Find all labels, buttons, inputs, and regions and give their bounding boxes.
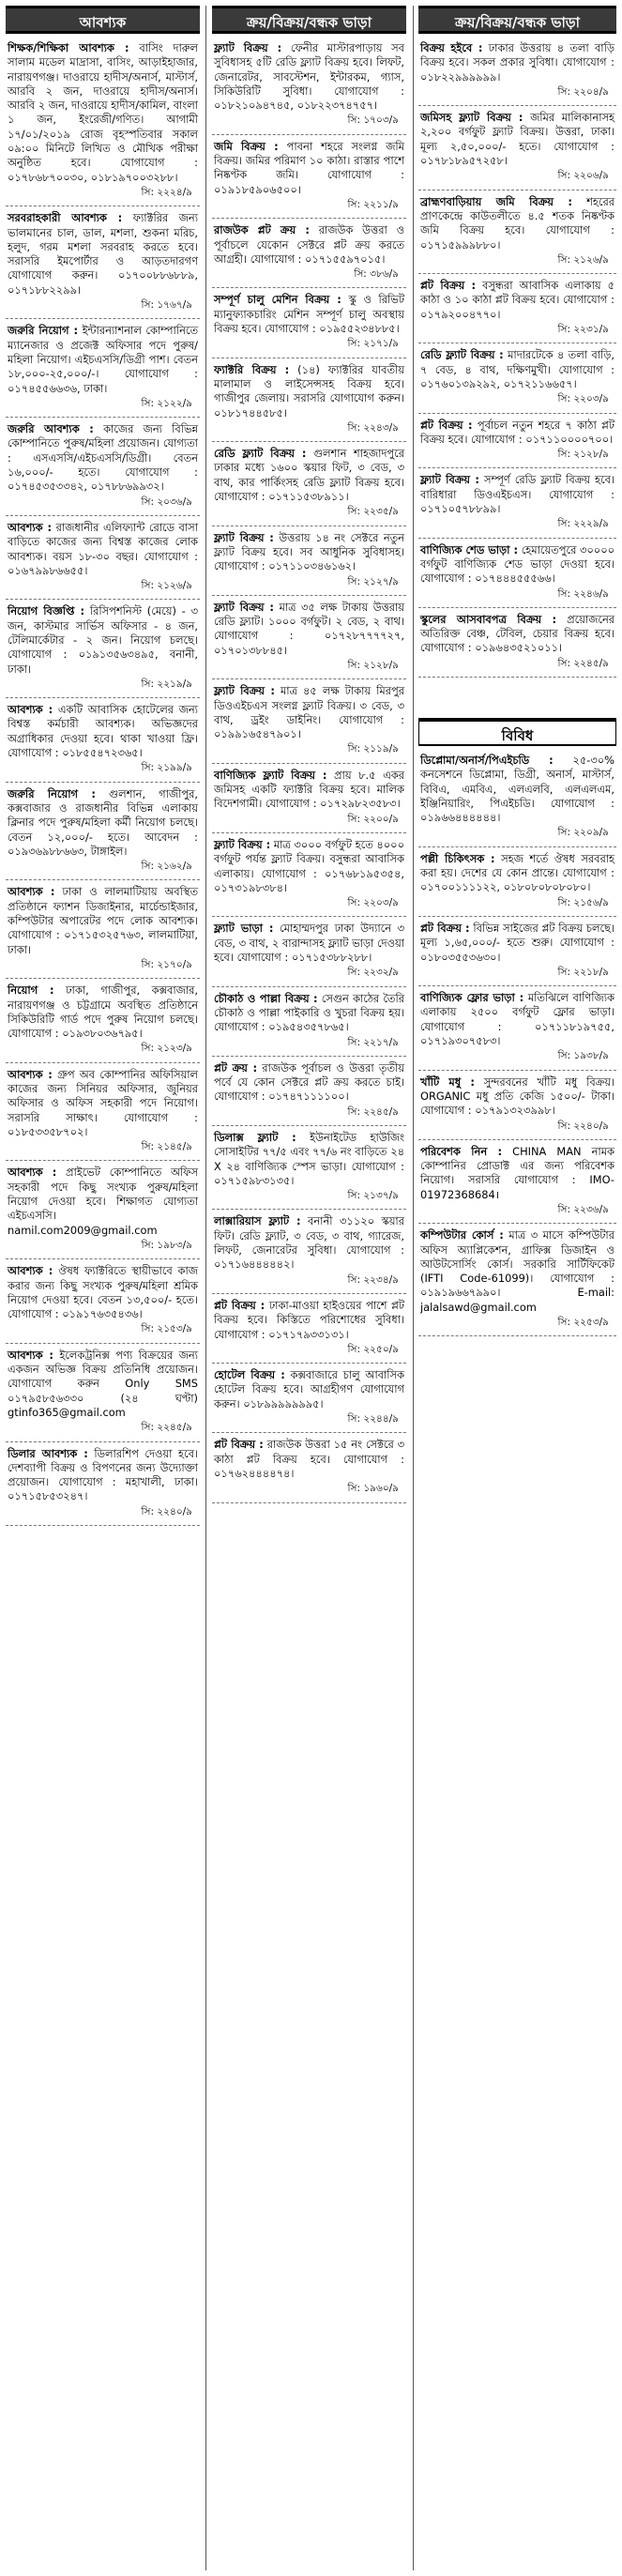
column-wanted [6, 6, 200, 2570]
ad-body: মাদারটেকে ৪ তলা বাড়ি, ৭ বেড, ৪ বাথ, দক্ষিণমুখী। যোগাযোগ : ০১৭৬০১৩৯২৯২, ০১৭২১১৬৬৫৭। [420, 348, 614, 390]
ad-body: গুলশান শাহজাদপুরে ঢাকার মধ্যে ১৬০০ স্কয়ার ফিট, ৩ বেড, ৩ বাথ, কার পার্কিংসহ রেডি ফ্ল্যাট বিক্রয় হবে। যোগাযোগ : ০১৭১১৫৩৮৯১১। [214, 447, 404, 504]
ad-heading: রেডি ফ্ল্যাট বিক্রয় : [420, 348, 504, 362]
ad-body: প্রায় ৮.৫ একর জমিসহ একটি ফ্যাক্টরি বিক্রয় হবে। মালিক বিদেশগামী। যোগাযোগ : ০১৭২৯৮২৩৫৮৩। [214, 768, 404, 811]
ad-body: রাজউক উত্তরা ও পূর্বাচলে যেকোন সেক্টরে প্লট ক্রয় করতে আগ্রহী। যোগাযোগ : ০১৭১৫৫৯৭০১৫। [214, 223, 404, 266]
ad-reference: সি: ২২১১/৯ [347, 198, 399, 210]
ad-body: সুন্দরবনের খাঁটি মধু বিক্রয়। ORGANIC মধু প্রতি কেজি ১৫০০/- টাকা। যোগাযোগ : ০১৭৯১৩২৩৯৯৮। [420, 1075, 614, 1118]
ad-body: বাসিং দারুল সালাম মডেল মাদ্রাসা, বাসিং, আড়াইহাজার, নারায়ণগঞ্জ। দাওরায়ে হাদীস/অনার্স, মাস্টার্স, আরবি ২ জন, দাওরায়ে হাদীস/অনার্স। আরবি ২ জন, দাওরায়ে হাদীস/কামিল, বাংলা ১ জন, ইংরেজী/গণিত। আগামী ১৭/০১/২০১৯ রোজ বৃহস্পতিবার সকাল ০৯:০০ মিনিটে লিখিত ও মৌখিক পরীক্ষা অনুষ্ঠিত হবে। যোগাযোগ : ০১৭৮৬৮৭০০৩০, ০১৮১৯৭০০৩২৮৮। [8, 41, 199, 184]
ad-reference: সি: ২২২৪/৯ [141, 186, 192, 198]
classified-ad [212, 1436, 406, 1499]
classified-ad [6, 1164, 200, 1256]
ad-reference: সি: ২১৪৫/৯ [141, 1141, 192, 1153]
ad-separator [418, 916, 616, 917]
ad-separator [212, 595, 406, 596]
ad-heading: প্লট বিক্রয় : [214, 1298, 265, 1312]
ad-reference: সি: ২২৪৫/৯ [347, 1105, 399, 1118]
classified-ad [418, 277, 616, 340]
ad-list-misc [418, 752, 616, 1336]
ad-heading: প্লট ক্রয় : [214, 1060, 257, 1075]
ad-separator [418, 985, 616, 986]
ad-heading: কম্পিউটার কোর্স : [420, 1228, 504, 1242]
ad-reference: সি: ২১১৯/৯ [347, 743, 399, 755]
ad-separator [212, 1432, 406, 1433]
ad-separator [6, 1525, 200, 1526]
ad-separator [212, 1363, 406, 1364]
ad-separator [6, 978, 200, 979]
classified-ad [6, 602, 200, 694]
ad-separator [418, 677, 616, 678]
ad-body: রাজউক উত্তরা ১৫ নং সেক্টরে ৩ কাঠা প্লট বিক্রয় হবে। যোগাযোগ : ০১৭৬২৪৪৪৪৭৪। [214, 1438, 404, 1480]
ad-body: রাজধানীর এলিফ্যান্ট রোডে বাসা বাড়িতে কাজের জন্য বিশ্বস্ত কাজের লোক আবশ্যক। বয়স ১৮-৩০ বছর। যোগাযোগ : ০১৬৭৯৯৮৬৬৫৫। [8, 520, 198, 577]
ad-heading: আবশ্যক : [8, 1348, 53, 1362]
classified-ad [212, 836, 406, 913]
ad-heading: আবশ্যক : [8, 1166, 57, 1180]
ad-separator [6, 1258, 200, 1259]
ad-body: ঢাকা-মাওয়া হাইওয়ের পাশে প্লট বিক্রয় হবে। কিস্তিতে পরিশোধের সুবিধা। যোগাযোগ : ০১৭১৭৯৩৩১৩১। [214, 1298, 404, 1341]
classified-ad [6, 701, 200, 778]
ad-separator [6, 782, 200, 783]
ad-heading: নিয়োগ বিজ্ঞপ্তি : [8, 604, 85, 618]
ad-separator [212, 832, 406, 833]
ad-heading: আবশ্যক : [8, 520, 53, 534]
ad-reference: সি: ২১৯৯/৯ [141, 762, 192, 774]
ad-body: মাত্র ৪৫ লক্ষ টাকায় মিরপুর ডিওএইচএস সংলগ্ন ফ্ল্যাট বিক্রয়। ৩ বেড, ৩ বাথ, ড্রইং ডাইনিং। যোগাযোগ : ০১৯৯১৬৫৪৭৯০১। [214, 684, 404, 741]
ad-reference: সি: ২২৪৩/৯ [347, 421, 399, 434]
section-header: ক্রয়/বিক্রয়/বন্ধক ভাড়া [418, 6, 616, 34]
ad-separator [212, 287, 406, 288]
column-divider [413, 6, 414, 2570]
ad-reference: সি: ২২৩৬/৯ [557, 1204, 609, 1215]
ad-body: (১৪) ফ্যাক্টরির যাবতীয় মালামাল ও লাইসেন্সসহ বিক্রয় হবে। গাজীপুর জেলায়। সরাসরি যোগাযোগ করুন। ০১৮১৭৪৪৫৮৫। [214, 362, 404, 419]
ad-separator [212, 1125, 406, 1126]
ad-reference: সি: ২২১৮/৯ [557, 966, 609, 978]
ad-heading: প্লট বিক্রয় : [420, 279, 477, 293]
classified-ad [418, 989, 616, 1066]
classified-ad [6, 785, 200, 877]
ad-reference: সি: ২১২৬/৯ [557, 253, 609, 266]
classified-ad [6, 519, 200, 596]
ad-heading: বিক্রয় হইবে : [420, 41, 483, 54]
ad-body: গ্রুপ অব কোম্পানির অফিসিয়াল কাজের জন্য সিনিয়র অফিসার, জুনিয়র অফিসার ও অফিস সহকারী পদে নিয়োগ। সরাসরি সাক্ষাৎ। যোগাযোগ : ০১৮৫৩৩৫৮৭০২। [8, 1067, 198, 1138]
classified-ad [418, 471, 616, 534]
section-header: আবশ্যক [6, 6, 200, 34]
classified-ad [418, 920, 616, 983]
classified-ad [6, 1262, 200, 1339]
ad-reference: সি: ২১৩৭/৯ [347, 1190, 399, 1202]
classified-ad [212, 291, 406, 354]
ad-reference: সি: ২২০৬/৯ [557, 170, 609, 182]
ad-reference: সি: ১৯৩৮/৯ [557, 1050, 609, 1062]
ad-separator [212, 763, 406, 764]
ad-heading: প্লট বিক্রয় : [420, 921, 470, 935]
ad-reference: সি: ২২৪৫/৯ [557, 657, 609, 669]
ad-reference: সি: ১৯৬০/৯ [347, 1483, 399, 1495]
ad-reference: সি: ২১২৩/৯ [141, 1043, 192, 1055]
ad-separator [418, 467, 616, 468]
ad-separator [418, 607, 616, 608]
ad-separator [418, 105, 616, 106]
classified-ad [6, 209, 200, 315]
ad-body: রাজউক পূর্বাচল ও উত্তরা তৃতীয় পর্বে যে কোন সেক্টরে প্লট ক্রয় করতে চাই। যোগাযোগ : ০১৭৪৭১১১১০০। [214, 1060, 404, 1104]
ad-heading: বাণিজ্যিক ফ্লোর ভাড়া : [420, 991, 524, 1005]
ad-separator [6, 697, 200, 698]
classified-ad [418, 1227, 616, 1333]
classified-ad [418, 346, 616, 409]
ad-separator [212, 441, 406, 442]
ad-reference: সি: ২২৫৩/৯ [557, 1317, 609, 1329]
ad-body: ২৫-৩০% কনসেশনে ডিপ্লোমা, ডিগ্রী, অনার্স, মাস্টার্স, বিবিএ, এমবিএ, এলএলবি, এলএলএম, ইঞ্জিনিয়ারিং, পিএইচডি। যোগাযোগ : ০১৯৬৬৪৪৪৪৪৪। [420, 753, 614, 825]
ad-list [6, 39, 200, 1526]
classified-ad [212, 39, 406, 131]
ad-body: মাত্র ৩৫ লক্ষ টাকায় উত্তরায় রেডি ফ্ল্যাট। ১০০০ বর্গফুট। ২ বেড, ২ বাথ। যোগাযোগ : ০১৭২৮৭৭৭৭২৭, ০১৭০১৩৮৮৪৫। [214, 600, 405, 657]
ad-body: স্কু ও রিভিট ম্যানুফ্যাকচারিং মেশিন সম্পূর্ণ চালু অবস্থায় বিক্রয় হবে। যোগাযোগ : ০১৯৫৫২৩৪৮৮৫। [214, 293, 405, 336]
column-buy-sell-rent-misc [418, 6, 616, 2570]
classified-ad [6, 1066, 200, 1158]
ad-separator [212, 218, 406, 219]
ad-separator [418, 1139, 616, 1140]
ad-body: একটি আবাসিক হোটেলের জন্য বিশ্বস্ত কর্মচারী আবশ্যক। অভিজ্ঞদের অগ্রাধিকার দেওয়া হবে। থাকা খাওয়া ফ্রি। যোগাযোগ : ০১৮৫৫৪৭২৩৬৫। [8, 703, 198, 760]
ad-separator [418, 846, 616, 847]
ad-reference: সি: ২১২২/৯ [141, 397, 192, 409]
classified-ad [418, 611, 616, 674]
ad-heading: জমি বিক্রয় : [214, 139, 279, 153]
classified-ad [212, 221, 406, 284]
ad-heading: সম্পূর্ণ চালু মেশিন বিক্রয় : [214, 293, 341, 307]
ad-body: ইউনাইটেড হাউজিং সোসাইটির ৭৭/৫ এবং ৭৭/৬ নং বাড়িতে ২৪ X ২৪ বাণিজ্যিক স্পেস ভাড়া। যোগাযোগ : ০১৭১৫৯৮৩১৩৫। [214, 1131, 404, 1187]
ad-body: ঢাকা ও লালমাটিয়ায় অবস্থিত প্রতিষ্ঠানে ফ্যাশন ডিজাইনার, মার্চেন্ডাইজার, কম্পিউটার অপারেটর পদে লোক আবশ্যক। যোগাযোগ : ০১৭১৫৩২৫৭৬৩, লালমাটিয়া, ঢাকা। [8, 885, 198, 956]
classified-ad [212, 599, 406, 676]
ad-body: মতিঝিলে বাণিজ্যিক এলাকায় ২৫০০ বর্গফুট ফ্লোর ভাড়া। যোগাযোগ : ০১৭১১৮১৯৭৫৫, ০১৭১৯৩০৭৫৮৩। [420, 991, 614, 1048]
ad-separator [212, 1056, 406, 1057]
ad-separator [212, 916, 406, 917]
ad-heading: ফ্ল্যাট বিক্রয় : [214, 837, 271, 851]
ad-separator [418, 273, 616, 274]
classified-ad [212, 682, 406, 759]
ad-reference: সি: ২২৩৪/৯ [347, 1273, 399, 1286]
classified-ad [6, 1347, 200, 1439]
ad-heading: শিক্ষক/শিক্ষিকা আবশ্যক : [8, 41, 129, 54]
ad-separator [212, 986, 406, 987]
ad-reference: সি: ২২০৩/৯ [347, 897, 399, 909]
ad-body: মাত্র ৩ মাসে কম্পিউটার অফিস অ্যাপ্লিকেশন, গ্রাফিক্স ডিজাইন ও আউটসোর্সিং কোর্স। সরকারি সার্টিফিকেট (IFTI Code-61099)। যোগাযোগ : ০১৯১৯৬৬৭৯৯০। E-mail: jalalsawd@gmail.com [420, 1228, 614, 1314]
ad-heading: পরিবেশক নিন : [420, 1144, 503, 1158]
ad-reference: সি: ২০৩৬/৯ [141, 495, 192, 508]
ad-separator [212, 1209, 406, 1210]
ad-heading: ফ্ল্যাট বিক্রয় : [214, 530, 274, 544]
ad-list [212, 39, 406, 1503]
ad-heading: চৌকাঠ ও পাল্লা বিক্রয় : [214, 991, 318, 1005]
classified-ad [418, 541, 616, 604]
ad-heading: নিয়োগ : [8, 983, 54, 998]
ad-body: প্রাইভেট কোম্পানিতে অফিস সহকারী পদে কিছু সংখ্যক পুরুষ/মহিলা নিয়োগ দেওয়া হবে। শিক্ষাগত যোগ্যতা এইচএসসি। namil.com2009@gmail.com [8, 1166, 198, 1237]
ad-heading: প্লট বিক্রয় : [214, 1438, 264, 1452]
classified-ad [418, 109, 616, 186]
classified-ad [418, 752, 616, 844]
ad-reference: সি: ২১৭১/৯ [347, 338, 399, 350]
ad-heading: জরুরি আবশ্যক : [8, 422, 94, 436]
ad-heading: প্লট বিক্রয় : [420, 418, 473, 432]
ad-reference: সি: ২২১৭/৯ [347, 1036, 399, 1048]
ad-separator [418, 190, 616, 191]
ad-heading: রাজউক প্লট ক্রয় : [214, 223, 310, 237]
ad-heading: ফ্ল্যাট বিক্রয় : [214, 41, 282, 54]
ad-separator [6, 417, 200, 418]
ad-heading: ডিপ্লোমা/অনার্স/পিএইচডি : [420, 753, 554, 767]
classified-ad [6, 883, 200, 975]
ad-reference: সি: ২২৩২/৯ [347, 967, 399, 979]
ad-separator [418, 1335, 616, 1336]
ad-body: হেমায়েতপুরে ৩০০০০ বর্গফুট বাণিজ্যিক শেড ভাড়া দেওয়া হবে। যোগাযোগ : ০১৭৪৪৪৫৫৫৬৬। [420, 542, 615, 586]
ad-heading: জরুরি নিয়োগ : [8, 786, 96, 800]
ad-reference: সি: ২২০৯/৯ [557, 827, 609, 839]
ad-heading: স্কুলের আসবাবপত্র বিক্রয় : [420, 612, 557, 626]
ad-body: কাজের জন্য বিভিন্ন কোম্পানিতে পুরুষ/মহিলা প্রয়োজন। যোগ্যতা : এসএসসি/এইচএসসি/ডিগ্রী। বেতন ১৬,০০০/- হতে। যোগাযোগ : ০১৭৪৫৩৫৩৩৪২, ০১৭৮৮৬৯৯৩২। [8, 422, 199, 494]
ad-reference: সি: ২১৬২/৯ [141, 861, 192, 873]
ad-separator [212, 1502, 406, 1503]
classified-ad [212, 138, 406, 215]
ad-separator [6, 599, 200, 600]
ad-reference: সি: ২২০৪/৯ [557, 85, 609, 98]
classified-ad [6, 1445, 200, 1522]
ad-separator [212, 1293, 406, 1294]
classified-ad [212, 1366, 406, 1429]
ad-body: কক্সবাজারে চালু আবাসিক হোটেল বিক্রয় হবে। আগ্রহীগণ যোগাযোগ করুন। ০১৮৯৯৯৯৯৯৯৫। [214, 1368, 404, 1410]
ad-body: মোহাম্মদপুর ঢাকা উদ্যানে ৩ বেড, ৩ বাথ, ২ বারান্দাসহ ফ্ল্যাট ভাড়া দেওয়া হবে। যোগাযোগ : ০১৭১৫৩৮৮২৮৮। [214, 922, 405, 965]
classified-ad [212, 1059, 406, 1122]
ad-separator [6, 1441, 200, 1442]
ad-body: মাত্র ৩০০০ বর্গফুট হতে ৪০০০ বর্গফুট পর্যন্ত ফ্ল্যাট বিক্রয়। বসুন্ধরা আবাসিক এলাকায়। যোগাযোগ : ০১৭৬৮১৯৫৩৫৪, ০১৭৩১৯৮৩৮৪। [214, 837, 404, 894]
ad-separator [6, 515, 200, 516]
ad-reference: সি: ২২৩১/৯ [557, 324, 609, 336]
ad-heading: ডিলাক্স ফ্ল্যাট : [214, 1131, 296, 1144]
classified-ad [212, 1297, 406, 1360]
ad-body: ঢাকার উত্তরায় ৪ তলা বাড়ি বিক্রয় হবে। সকল প্রকার সুবিধা। যোগাযোগ : ০১৮২২৯৯৯৯৯৯। [420, 41, 614, 84]
ad-separator [418, 538, 616, 539]
ad-heading: ডিলার আবশ্যক : [8, 1446, 88, 1460]
ad-body: ডিলারশিপ দেওয়া হবে। দেশব্যাপী বিক্রয় ও বিপণনের জন্য উদ্যোক্তা প্রয়োজন। যোগাযোগ : মহাখালী, ঢাকা। ০১৭১৫৮৫৩২৪৭। [8, 1446, 198, 1503]
classified-ad [212, 990, 406, 1053]
classified-ad [418, 1074, 616, 1136]
classified-ad [212, 361, 406, 438]
ad-reference: সি: ১৭০৩/৯ [347, 114, 399, 127]
ad-body: পাবনা শহরে সংলগ্ন জমি বিক্রয়। জমির পরিমাণ ১০ কাঠা। রাস্তার পাশে নিষ্কণ্টক জমি। যোগাযোগ : ০১৯১৮৫৯০৬৫০০। [214, 139, 404, 196]
ad-heading: আবশ্যক : [8, 703, 53, 717]
column-divider [205, 6, 206, 2570]
ad-separator [418, 1070, 616, 1071]
ad-body: ফেনীর মাস্টারপাড়ায় সব সুবিধাসহ ৫টি রেডি ফ্ল্যাট বিক্রয় হবে। লিফট, জেনারেটর, সাবস্টেশন, ইন্টারকম, গ্যাস, সিকিউরিটি সুবিধা। যোগাযোগ : ০১৮২১০৯৪৭৪৫, ০১৮২২৩৭৪৭৫৭। [214, 41, 405, 113]
ad-reference: সি: ১৯৮৩/৯ [141, 1239, 192, 1251]
ad-reference: সি: ২২০৩/৯ [557, 393, 609, 405]
ad-reference: সি: ২১২৮/৯ [347, 659, 399, 671]
ad-separator [6, 1160, 200, 1161]
classified-ad [418, 417, 616, 465]
ad-reference: সি: ২১৫৩/৯ [141, 1323, 192, 1335]
ad-body: রিসিপশনিস্ট (মেয়ে) - ৩ জন, কাস্টমার সার্ভিস অফিসার - ৪ জন, টেলিমার্কেটার - ২ জন। নিয়োগ চলছে। যোগাযোগ : ০১৯১৩৫৬৩৪৯৫, বনানী, ঢাকা। [8, 604, 198, 676]
ad-body: ইলেকট্রনিক্স পণ্য বিক্রয়ের জন্য একজন অভিজ্ঞ বিক্রয় প্রতিনিধি প্রয়োজন। যোগাযোগ করুন Only SMS ০১৭৯৫৮৫৬৩৩০ (২৪ ঘণ্টা) gtinfo365@gmail.com [8, 1348, 198, 1419]
ad-reference: সি: ২১২৭/৯ [347, 575, 399, 587]
ad-reference: সি: ২১২৮/৯ [557, 449, 609, 461]
ad-separator [6, 1343, 200, 1344]
ad-separator [6, 879, 200, 880]
classified-ad [212, 445, 406, 522]
ad-heading: জরুরি নিয়োগ : [8, 324, 79, 338]
ad-reference: সি: ২২১৯/৯ [141, 678, 192, 690]
ad-heading: খাঁটি মধু : [420, 1075, 475, 1089]
ad-body: উত্তরায় ১৪ নং সেক্টরে নতুন ফ্ল্যাট বিক্রয় হবে। সব আধুনিক সুবিধাসহ। যোগাযোগ : ০১৭১১০৩৪৬১৬২। [214, 530, 404, 573]
ad-separator [418, 413, 616, 414]
ad-separator [6, 318, 200, 319]
ad-reference: সি: ২২৪০/৯ [141, 1505, 192, 1517]
ad-separator [418, 1223, 616, 1224]
ad-heading: হোটেল বিক্রয় : [214, 1368, 285, 1382]
ad-reference: সি: ২২২৯/৯ [557, 518, 609, 530]
ad-body: CHINA MAN নামক কোম্পানির প্রোডাক্ট এর জন্য পরিবেশক নিয়োগ। সরাসরি যোগাযোগ : IMO-01972368684। [420, 1144, 614, 1201]
ad-heading: ফ্ল্যাট ভাড়া : [214, 922, 274, 936]
ad-list [418, 39, 616, 678]
classified-ad [6, 982, 200, 1059]
ad-reference: সি: ১৭৬৭/৯ [141, 299, 192, 312]
ad-separator [212, 134, 406, 135]
ad-heading: লাক্সারিয়াস ফ্ল্যাট : [214, 1214, 301, 1228]
ad-heading: জমিসহ ফ্ল্যাট বিক্রয় : [420, 111, 523, 125]
ad-body: শহরের প্রাণকেন্দ্রে কাউতলীতে ৪.৫ শতক নিষ্কণ্টক জমি বিক্রয় হবে। যোগাযোগ : ০১৭১৫৯৯৯৮৮০। [420, 194, 614, 252]
section-header: ক্রয়/বিক্রয়/বন্ধক ভাড়া [212, 6, 406, 34]
ad-heading: ফ্ল্যাট বিক্রয় : [214, 600, 274, 614]
ad-body: গুলশান, গাজীপুর, কক্সবাজার ও রাজধানীর বিভিন্ন এলাকায় ক্লিনার পদে পুরুষ/মহিলা কর্মী নিয়োগ চলছে। বেতন ১২,০০০/- হতে। আবেদন : ০১৯৩৬৯৮৮৬৬৩, টাঙ্গাইল। [8, 786, 198, 858]
ad-heading: রেডি ফ্ল্যাট বিক্রয় : [214, 447, 307, 461]
ad-reference: সি: ২২৩৫/৯ [347, 506, 399, 518]
ad-reference: সি: ২২০০/৯ [347, 813, 399, 825]
ad-body: সহজ শর্তে ঔষধ সরবরাহ করা হয়। দেশের যে কোন প্রান্তে। যোগাযোগ : ০১৭০০১১১১২২, ০১৮০৮০৮০৮০৮০। [420, 851, 615, 894]
ad-reference: সি: ২১৫৬/৯ [557, 896, 609, 908]
classified-ad [6, 420, 200, 512]
ad-body: বসুন্ধরা আবাসিক এলাকায় ৫ কাঠা ও ১০ কাঠা প্লট বিক্রয় হবে। যোগাযোগ : ০১৭৯২০০৪৭৭০। [420, 279, 614, 321]
ad-separator [6, 1062, 200, 1063]
classified-ad [6, 39, 200, 203]
classified-ad [418, 1143, 616, 1220]
ad-body: ফ্যাক্টরির জন্য ভালমানের চাল, ডাল, মশলা, শুকনা মরিচ, হলুদ, গরম মশলা সরবরাহ করতে হবে। সরাসরি ইমপোর্টার ও আড়তদারগণ যোগাযোগ করুন। ০১৭০০৮৮৬৮৮৯, ০১৭১৮৮২২৯৯। [8, 211, 198, 297]
ad-body: বনানী ৩১১২০ স্কয়ার ফিট। রেডি ফ্ল্যাট, ৩ বেড, ৩ বাথ, গ্যারেজ, লিফট, জেনারেটর সুবিধা। যোগাযোগ : ০১৭১৬৪৪৪৪৪২। [214, 1214, 404, 1272]
ad-heading: বাণিজ্যিক ফ্ল্যাট বিক্রয় : [214, 768, 327, 782]
ad-heading: সরবরাহকারী আবশ্যক : [8, 211, 123, 225]
ad-heading: আবশ্যক : [8, 885, 55, 899]
ad-heading: ব্রাহ্মণবাড়িয়ায় জমি বিক্রয় : [420, 194, 572, 208]
ad-heading: ফ্যাক্টরি বিক্রয় : [214, 362, 290, 376]
ad-body: সম্পূর্ণ রেডি ফ্ল্যাট বিক্রয় হবে। বারিধারা ডিওএইচএস। যোগাযোগ : ০১৭১০৫৭৮৮৯৯। [420, 473, 615, 516]
classified-ad [418, 193, 616, 270]
classified-ad [212, 529, 406, 592]
ad-reference: সি: ২২৫০/৯ [347, 1343, 399, 1355]
ad-body: জমির মালিকানাসহ ২,২০০ বর্গফুট ফ্ল্যাট বিক্রয়। উত্তরা, ঢাকা। মূল্য ২,৫০,০০০/- হতে। যোগাযোগ : ০১৭৮১৮৯৫৭২৫৮। [420, 111, 615, 168]
column-buy-sell-rent [212, 6, 406, 2570]
ad-reference: সি: ২২৪৪/৯ [347, 1413, 399, 1425]
ad-body: পূর্বাচল নতুন শহরে ৭ কাঠা প্লট বিক্রয় হবে। যোগাযোগ : ০১৭১১০০০০৭০০। [420, 418, 614, 446]
ad-body: ইন্টারন্যাশনাল কোম্পানিতে ম্যানেজার ও প্রজেক্ট অফিসার পদে পুরুষ/মহিলা নিয়োগ। এইচএসসি/ডিগ্রী পাশ। বেতন ১৮,০০০-২৫,০০০/-। যোগাযোগ : ০১৭৪৫৫৬৬৩৬, ঢাকা। [8, 324, 198, 395]
classified-ad [6, 322, 200, 414]
ad-heading: ফ্ল্যাট বিক্রয় : [420, 473, 479, 487]
ad-body: ঢাকা, গাজীপুর, কক্সবাজার, নারায়ণগঞ্জ ও চট্টগ্রামে অবস্থিত প্রতিষ্ঠানে সিকিউরিটি গার্ড পদে পুরুষ নিয়োগ চলছে। যোগাযোগ : ০১৯৩৮০৩৬৭৯৫। [8, 983, 199, 1041]
ad-heading: পল্লী চিকিৎসক : [420, 851, 495, 865]
ad-body: বিভিন্ন সাইজের প্লট বিক্রয় চলছে। মূল্য ১,৬৫,০০০/- হতে শুরু। যোগাযোগ : ০১৮০৩৫৫৩৬৩০। [420, 921, 614, 964]
ad-body: প্রয়োজনের অতিরিক্ত বেঞ্চ, টেবিল, চেয়ার বিক্রয় হবে। যোগাযোগ : ০১৯৬৪৩৫২১০১১। [420, 612, 615, 655]
classified-ad [212, 1129, 406, 1206]
classified-ad [212, 920, 406, 983]
classified-ad [418, 850, 616, 913]
ad-reference: সি: ২১৭০/৯ [141, 958, 192, 970]
classified-ad [212, 1212, 406, 1289]
ad-heading: বাণিজ্যিক শেড ভাড়া : [420, 542, 519, 556]
ad-reference: সি: ২২৪০/৯ [557, 1120, 609, 1132]
ad-heading: ফ্ল্যাট বিক্রয় : [214, 684, 275, 698]
ad-body: ঔষধ ফ্যাক্টরিতে স্থায়ীভাবে কাজ করার জন্য কিছু সংখ্যক পুরুষ/মহিলা শ্রমিক নিয়োগ দেওয়া হবে। বেতন ১৩,৫০০/- হতে। যোগাযোগ : ০১৯১৭৬৩৫৪৩৬। [8, 1264, 198, 1321]
ad-reference: সি: ২১২৬/৯ [141, 580, 192, 592]
section-header-misc: বিবিধ [418, 718, 616, 746]
ad-reference: সি: ২২৪৬/৯ [557, 587, 609, 600]
ad-heading: আবশ্যক : [8, 1264, 53, 1278]
ad-reference: সি: ২২৪৫/৯ [141, 1422, 192, 1434]
ad-body: সেগুন কাঠের তৈরি চৌকাঠ ও পাল্লা পাইকারি ও খুচরা বিক্রয় হয়। যোগাযোগ : ০১৯৫৪৩৫৭৮৬৫। [214, 991, 405, 1034]
ad-separator [212, 678, 406, 679]
classified-ad [418, 39, 616, 102]
ad-reference: সি: ৩৮৬/৯ [354, 268, 399, 281]
classified-ad [212, 767, 406, 830]
ad-heading: আবশ্যক : [8, 1067, 53, 1081]
